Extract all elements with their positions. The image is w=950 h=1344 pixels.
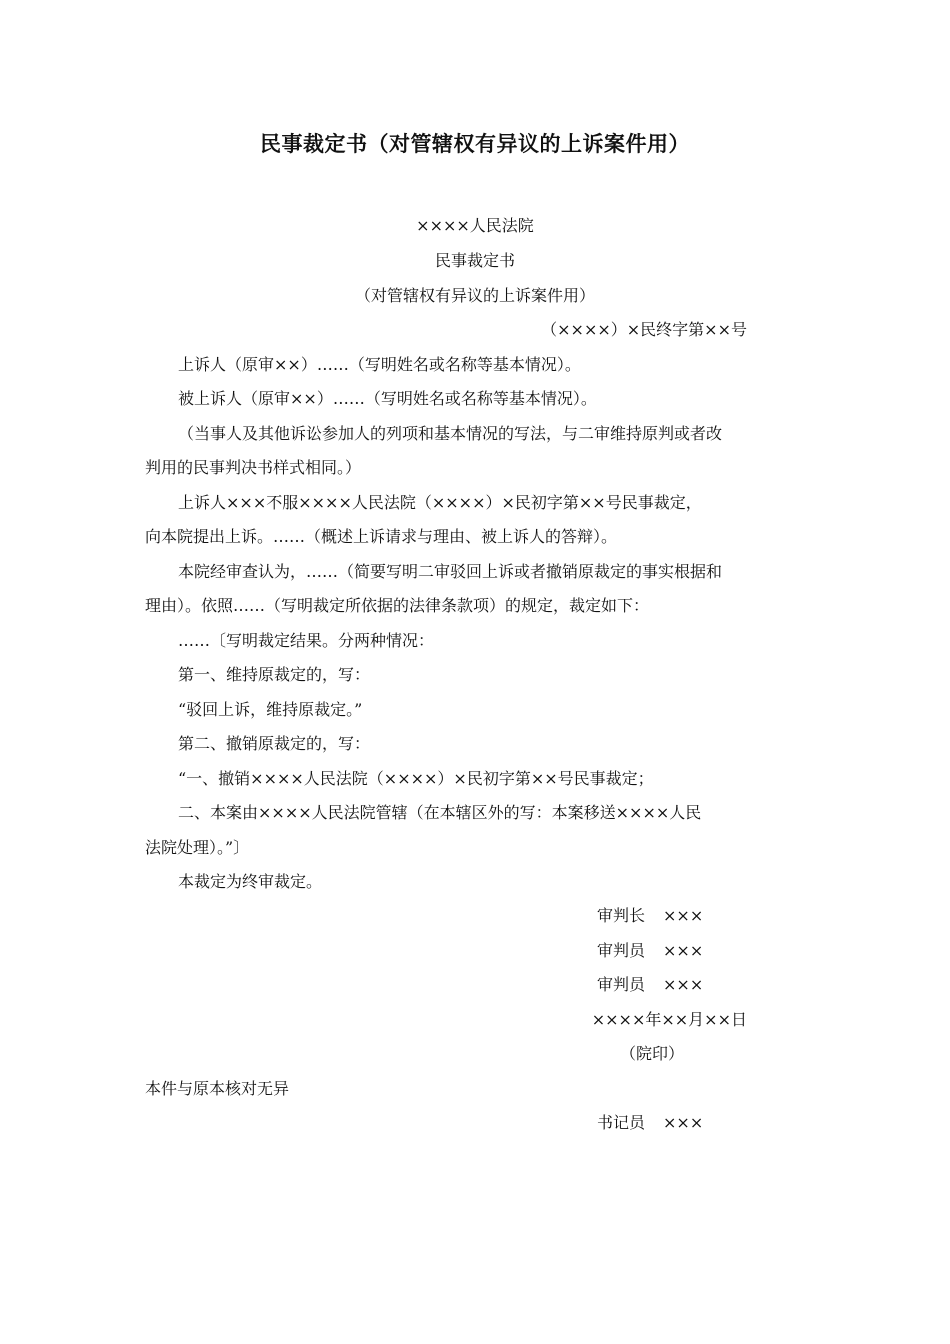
appellee-paragraph: 被上诉人（原审××）……（写明姓名或名称等基本情况）。 xyxy=(178,389,597,408)
signature-name: ××× xyxy=(663,975,704,994)
doc-subtitle: （对管辖权有异议的上诉案件用） xyxy=(354,286,595,305)
case-two-text-1: “一、撤销××××人民法院（××××）×民初字第××号民事裁定； xyxy=(178,769,654,788)
signature-role: 审判员 xyxy=(597,941,646,960)
signature-name: ××× xyxy=(663,906,704,925)
verify-note: 本件与原本核对无异 xyxy=(145,1079,290,1098)
case-one-heading: 第一、维持原裁定的，写： xyxy=(178,665,371,684)
court-seal: （院印） xyxy=(620,1044,685,1063)
case-number: （××××）×民终字第××号 xyxy=(541,320,747,339)
finding-line-2: 理由）。依照……（写明裁定所依据的法律条款项）的规定，裁定如下： xyxy=(145,596,650,615)
case-two-heading: 第二、撤销原裁定的，写： xyxy=(178,734,371,753)
court-name: ××××人民法院 xyxy=(416,216,534,235)
signature-clerk xyxy=(597,1113,703,1133)
final-statement: 本裁定为终审裁定。 xyxy=(178,872,323,891)
signature-name: ××× xyxy=(663,941,704,960)
signature-role: 书记员 xyxy=(597,1113,646,1132)
signature-name: ××× xyxy=(663,1113,704,1132)
signature-presiding-judge xyxy=(597,906,703,926)
judgment-date: ××××年××月××日 xyxy=(591,1010,747,1029)
finding-line-1: 本院经审查认为，……（简要写明二审驳回上诉或者撤销原裁定的事实根据和 xyxy=(178,562,723,581)
appeal-line-1: 上诉人×××不服××××人民法院（××××）×民初字第××号民事裁定， xyxy=(178,493,702,512)
signature-judge-1 xyxy=(597,941,703,961)
appeal-line-2: 向本院提出上诉。……（概述上诉请求与理由、被上诉人的答辩）。 xyxy=(145,527,618,546)
case-one-text: “驳回上诉，维持原裁定。” xyxy=(178,700,363,719)
case-two-text-2: 二、本案由××××人民法院管辖（在本辖区外的写：本案移送××××人民 xyxy=(178,803,702,822)
signature-role: 审判员 xyxy=(597,975,646,994)
result-intro: ……〔写明裁定结果。分两种情况： xyxy=(178,631,435,650)
signature-judge-2 xyxy=(597,975,703,995)
signature-role: 审判长 xyxy=(597,906,646,925)
parties-note-line-1: （当事人及其他诉讼参加人的列项和基本情况的写法，与二审维持原判或者改 xyxy=(178,424,723,443)
doc-type: 民事裁定书 xyxy=(434,251,515,270)
parties-note-line-2: 判用的民事判决书样式相同。） xyxy=(145,458,362,477)
case-two-text-3: 法院处理）。”〕 xyxy=(145,838,250,857)
appellant-paragraph: 上诉人（原审××）……（写明姓名或名称等基本情况）。 xyxy=(178,355,581,374)
document-title: 民事裁定书（对管辖权有异议的上诉案件用） xyxy=(260,131,690,156)
